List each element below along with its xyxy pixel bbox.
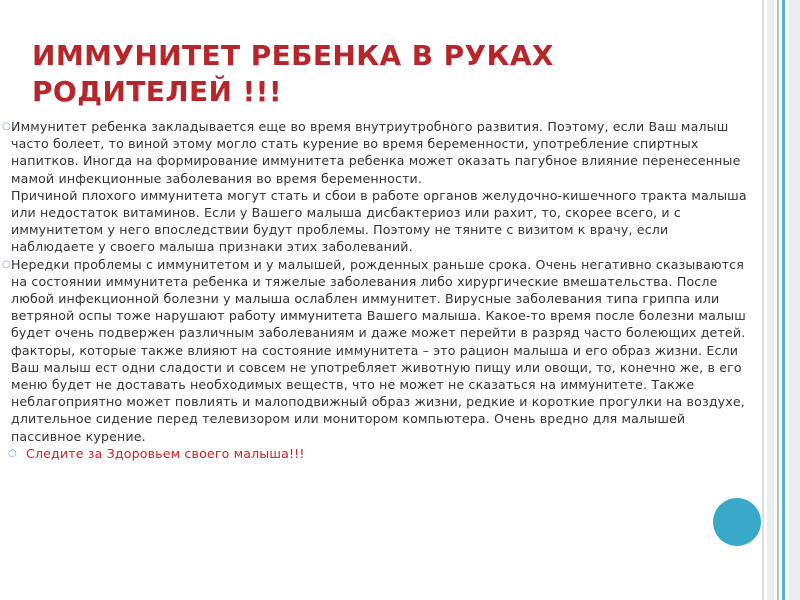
circle-bullet-icon: ○ bbox=[2, 121, 11, 132]
closing-line bbox=[8, 445, 754, 463]
circle-bullet-icon: ○ bbox=[8, 447, 17, 459]
paragraph-text: Причиной плохого иммунитета могут стать и сбои в работе органов желудочно-кишечного тракта малыша или недостаток витаминов. Если у Вашего малыша дисбактериоз или рахит, то, скорее всего, и с иммунитетом у него впоследствии будут проблемы. Поэтому не тяните с визитом к врачу, если наблюдаете у своего малыша признаки этих заболеваний. bbox=[11, 187, 747, 255]
body-paragraph bbox=[8, 187, 754, 256]
stripe bbox=[782, 0, 785, 600]
stripe bbox=[767, 0, 774, 600]
paragraph-text: факторы, которые также влияют на состояние иммунитета – это рацион малыша и его образ жизни. Если Ваш малыш ест одни сладости и совсем не употребляет животную пищу или овощи, то, конечно же, в его меню будет не доставать необходимых веществ, что не может не сказаться на иммунитете. Также неблагоприятно может повлиять и малоподвижный образ жизни, редкие и короткие прогулки на воздухе, длительное сидение перед телевизором или монитором компьютера. Очень вредно для малышей пассивное курение. bbox=[11, 342, 745, 444]
decorative-circle bbox=[713, 498, 761, 546]
stripe bbox=[762, 0, 764, 600]
body-paragraph bbox=[2, 118, 754, 187]
closing-text: Следите за Здоровьем своего малыша!!! bbox=[26, 445, 305, 461]
paragraph-text: Нередки проблемы с иммунитетом и у малышей, рожденных раньше срока. Очень негативно сказываются на состоянии иммунитета ребенка и тяжелые заболевания либо хирургические вмешательства. После любой инфекционной болезни у малыша ослаблен иммунитет. Вирусные заболевания типа гриппа или ветряной оспы тоже нарушают работу иммунитета Вашего малыша. Какое-то время после болезни малыш будет очень подвержен различным заболеваниям и даже может перейти в разряд часто болеющих детей. bbox=[11, 256, 746, 341]
body-paragraph bbox=[8, 342, 754, 445]
body-paragraph bbox=[2, 256, 754, 342]
stripe bbox=[789, 0, 800, 600]
stripe bbox=[777, 0, 779, 600]
circle-bullet-icon: ○ bbox=[2, 258, 11, 270]
slide-body bbox=[2, 118, 754, 463]
decorative-stripes bbox=[762, 0, 800, 600]
paragraph-text: Иммунитет ребенка закладывается еще во время внутриутробного развития. Поэтому, если Ваш малыш часто болеет, то виной этому могло стать курение во время беременности, употребление спиртных напитков. Иногда на формирование иммунитета ребенка может оказать пагубное влияние перенесенные мамой инфекционные заболевания во время беременности. bbox=[11, 119, 741, 186]
slide-title: ИММУНИТЕТ РЕБЕНКА В РУКАХ РОДИТЕЛЕЙ !!! bbox=[32, 39, 554, 108]
